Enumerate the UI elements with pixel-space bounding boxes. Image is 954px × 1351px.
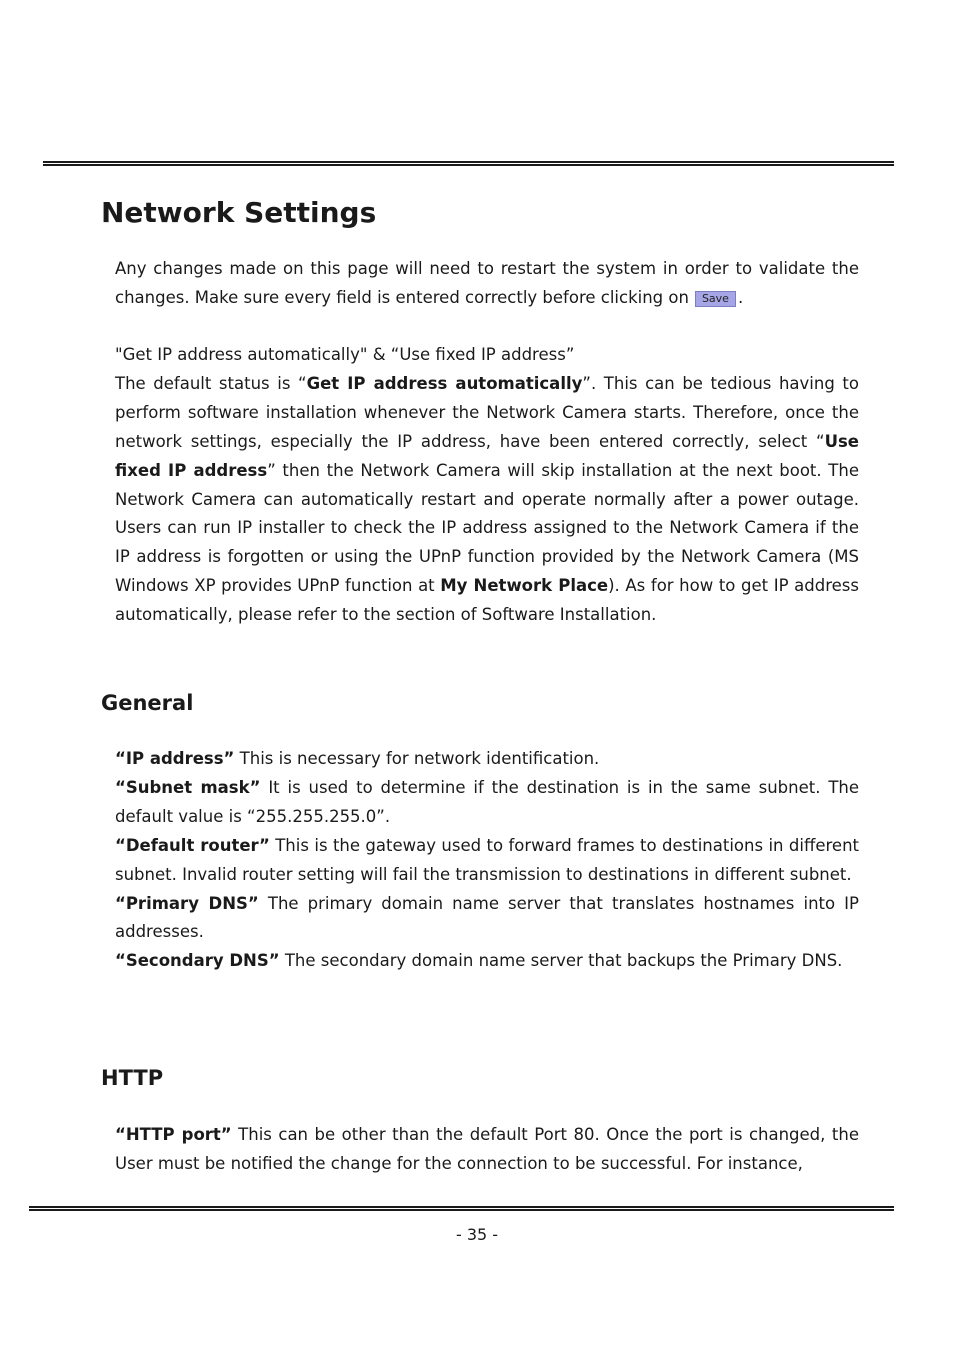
definition-desc: This is the gateway used to forward frames to destinations in different subnet. Invalid router setting will fail the transmission to destinations in different subnet. [115, 835, 859, 884]
definition-term: “IP address” [115, 749, 235, 768]
http-definitions [115, 1121, 859, 1179]
my-network-place-term: My Network Place [440, 576, 609, 596]
definition-desc: It is used to determine if the destination is in the same subnet. The default value is “255.255.255.0”. [115, 777, 860, 826]
definition-desc: This is necessary for network identification. [234, 749, 600, 768]
definition-default-router [115, 832, 859, 890]
definition-subnet-mask [115, 774, 859, 832]
definition-term: “HTTP port” [115, 1125, 232, 1144]
definition-desc: The primary domain name server that translates hostnames into IP addresses. [115, 893, 859, 942]
definition-desc: This can be other than the default Port 80. Once the port is changed, the User must be notified the change for the connection to be successful. For instance, [115, 1125, 859, 1173]
general-heading: General [101, 691, 194, 715]
intro-text-end: . [737, 287, 744, 307]
definition-desc: The secondary domain name server that backups the Primary DNS. [279, 951, 843, 971]
header-rule [43, 161, 894, 166]
ip-mode-text-2: ”. This can be tedious having to perform software installation whenever the Network Camera starts. Therefore, once the network settings, especially the IP address, have been entered correctly, select “ [115, 373, 859, 451]
definition-primary-dns [115, 890, 859, 948]
page-title: Network Settings [101, 196, 377, 229]
ip-mode-paragraph [115, 370, 859, 630]
ip-mode-text-4: ). As for how to get IP address automatically, please refer to the section of Software Installation. [115, 576, 859, 625]
footer-rule [29, 1206, 894, 1211]
definition-term: “Secondary DNS” [115, 951, 280, 971]
http-heading: HTTP [101, 1066, 164, 1090]
definition-term: “Primary DNS” [115, 893, 259, 913]
ip-mode-text-1: The default status is “ [115, 373, 307, 393]
ip-mode-section [115, 341, 859, 630]
definition-term: “Default router” [115, 835, 270, 855]
definition-term: “Subnet mask” [115, 777, 261, 797]
general-definitions [115, 745, 859, 976]
definition-ip-address [115, 745, 859, 774]
intro-paragraph [115, 255, 859, 313]
save-button[interactable]: Save [695, 291, 736, 307]
get-ip-auto-term: Get IP address automatically [306, 373, 583, 393]
definition-secondary-dns [115, 947, 859, 976]
ip-mode-subtitle: "Get IP address automatically" & “Use fixed IP address” [115, 345, 575, 364]
intro-text: Any changes made on this page will need to restart the system in order to validate the changes. Make sure every field is entered correctly before clicking on [115, 259, 859, 307]
ip-mode-text-3: ” then the Network Camera will skip installation at the next boot. The Network Camera can automatically restart and operate normally after a power outage. Users can run IP installer to check the IP address assigned to the Network Camera if the IP address is forgotten or using the UPnP function provided by the Network Camera (MS Windows XP provides UPnP function at [115, 460, 859, 596]
definition-http-port [115, 1121, 859, 1179]
use-fixed-ip-term: Use fixed IP address [115, 431, 859, 480]
page-number: - 35 - [455, 1225, 499, 1244]
